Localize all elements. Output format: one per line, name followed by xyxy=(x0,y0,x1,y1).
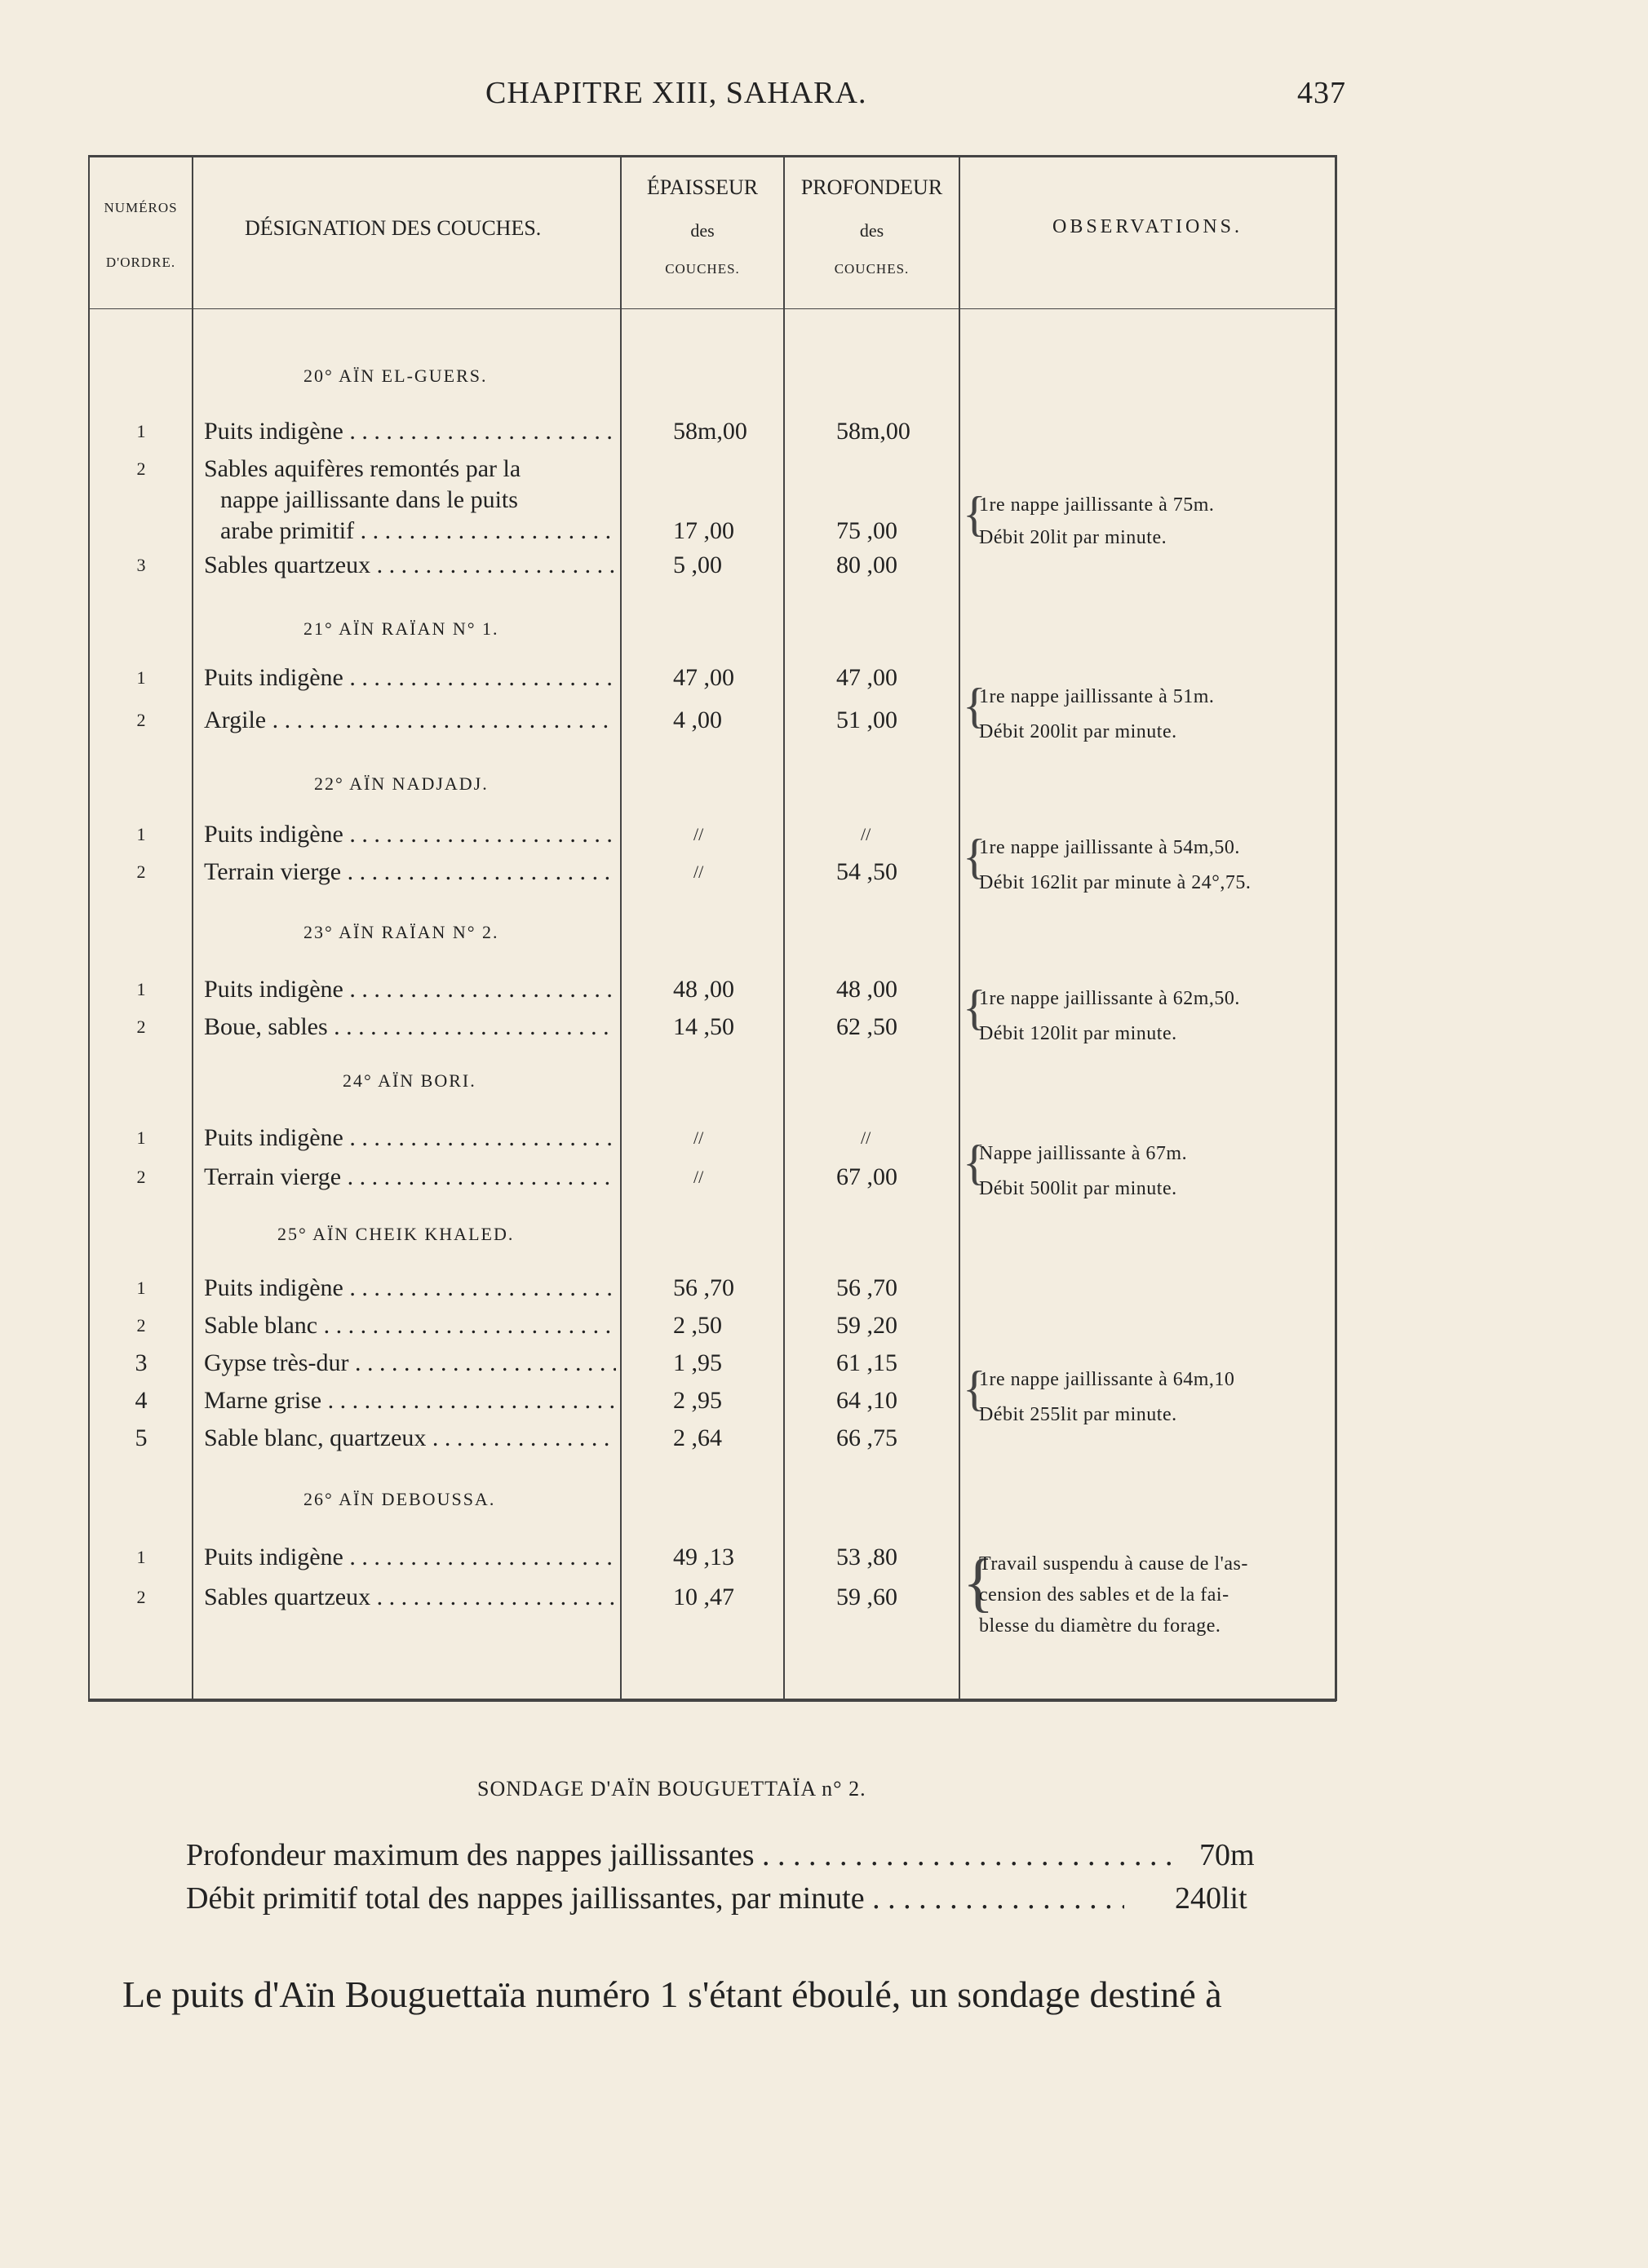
row-number: 5 xyxy=(135,1424,148,1451)
section-title-23: 23° AÏN RAÏAN N° 2. xyxy=(303,922,499,942)
row-number: 2 xyxy=(136,1587,146,1607)
layer-thickness: 10 ,47 xyxy=(673,1584,734,1610)
layer-name: Sables quartzeux . . . xyxy=(204,547,616,584)
observation-line3: blesse du diamètre du forage. xyxy=(979,1615,1221,1637)
observation-line2: Débit 20lit par minute. xyxy=(979,527,1167,548)
layer-thickness: 2 ,64 xyxy=(673,1424,722,1451)
row-number: 2 xyxy=(136,1167,146,1187)
observation-line1: 1re nappe jaillissante à 75m. xyxy=(979,494,1215,516)
section-title-21: 21° AÏN RAÏAN N° 1. xyxy=(303,618,499,639)
layer-name: Puits indigène . . . xyxy=(204,413,616,450)
col-designation: DÉSIGNATION DES COUCHES. xyxy=(245,216,542,240)
brace: { xyxy=(963,1547,995,1619)
layer-thickness: 5 ,00 xyxy=(673,551,722,578)
layer-name: Terrain vierge . . . xyxy=(204,1158,616,1196)
row-number: 4 xyxy=(135,1387,148,1414)
observation-line2: Débit 500lit par minute. xyxy=(979,1178,1177,1199)
layer-depth: 59 ,60 xyxy=(836,1584,897,1610)
layer-name: Terrain vierge . . . xyxy=(204,853,616,891)
layer-thickness: // xyxy=(693,824,704,844)
observation-line1: 1re nappe jaillissante à 51m. xyxy=(979,686,1215,707)
col-epaisseur-line3: COUCHES. xyxy=(665,261,740,277)
layer-thickness: 48 ,00 xyxy=(673,976,734,1003)
layer-name: Sables quartzeux . . . xyxy=(204,1579,616,1616)
summary-line2-label: Débit primitif total des nappes jaillissantes, par minute . . . xyxy=(186,1880,1124,1916)
layer-depth: 66 ,75 xyxy=(836,1424,897,1451)
layer-name-line1: Sables aquifères remontés par la xyxy=(204,455,521,482)
col-observations: OBSERVATIONS. xyxy=(1052,216,1243,237)
layer-depth: 56 ,70 xyxy=(836,1274,897,1301)
section-title-20: 20° AÏN EL-GUERS. xyxy=(303,365,488,386)
page-number: 437 xyxy=(1297,76,1346,110)
row-number: 1 xyxy=(136,979,146,999)
observation-line1: 1re nappe jaillissante à 54m,50. xyxy=(979,837,1240,858)
layer-depth: 80 ,00 xyxy=(836,551,897,578)
observation-line1: Travail suspendu à cause de l'as- xyxy=(979,1553,1248,1575)
brace: { xyxy=(963,981,986,1034)
layer-name-line3: arabe primitif . . . xyxy=(220,512,616,550)
layer-name: Boue, sables . . . xyxy=(204,1008,616,1046)
layer-name: Puits indigène . . . xyxy=(204,659,616,697)
layer-depth: 59 ,20 xyxy=(836,1312,897,1339)
col-epaisseur-line2: des xyxy=(690,220,715,241)
layer-depth: 48 ,00 xyxy=(836,976,897,1003)
layer-depth: 47 ,00 xyxy=(836,664,897,691)
layer-depth: 53 ,80 xyxy=(836,1544,897,1570)
observation-line2: cension des sables et de la fai- xyxy=(979,1584,1229,1606)
layer-thickness: 4 ,00 xyxy=(673,707,722,733)
summary-title: SONDAGE D'AÏN BOUGUETTAÏA n° 2. xyxy=(477,1777,866,1801)
section-title-25: 25° AÏN CHEIK KHALED. xyxy=(277,1224,515,1244)
layer-depth: 62 ,50 xyxy=(836,1013,897,1040)
row-number: 1 xyxy=(136,1547,146,1567)
row-number: 1 xyxy=(136,667,146,688)
observation-line1: 1re nappe jaillissante à 64m,10 xyxy=(979,1369,1235,1390)
layer-thickness: 2 ,50 xyxy=(673,1312,722,1339)
layer-depth: // xyxy=(861,824,871,844)
layer-name: Puits indigène . . . xyxy=(204,816,616,853)
row-number: 1 xyxy=(136,421,146,441)
col-profondeur-line1: PROFONDEUR xyxy=(800,175,943,199)
layer-depth: 75 ,00 xyxy=(836,517,897,544)
col-numeros-line1: NUMÉROS xyxy=(104,200,178,215)
section-title-24: 24° AÏN BORI. xyxy=(343,1070,476,1091)
observation-line1: Nappe jaillissante à 67m. xyxy=(979,1143,1188,1164)
layer-name: Gypse très-dur . . . xyxy=(204,1344,616,1382)
section-title-22: 22° AÏN NADJADJ. xyxy=(314,773,489,794)
observation-line2: Débit 162lit par minute à 24°,75. xyxy=(979,872,1252,893)
layer-depth: // xyxy=(861,1127,871,1148)
row-number: 2 xyxy=(136,1315,146,1336)
observation-line2: Débit 120lit par minute. xyxy=(979,1023,1177,1044)
layer-depth: 61 ,15 xyxy=(836,1349,897,1376)
layer-thickness: 1 ,95 xyxy=(673,1349,722,1376)
layer-thickness: 17 ,00 xyxy=(673,517,734,544)
col-profondeur-line3: COUCHES. xyxy=(834,261,910,277)
summary-line1-label: Profondeur maximum des nappes jaillissantes . . . xyxy=(186,1837,1173,1873)
brace: { xyxy=(963,679,986,733)
layer-name: Puits indigène . . . xyxy=(204,971,616,1008)
layer-name: Argile . . . xyxy=(204,702,616,739)
brace: { xyxy=(963,1136,986,1189)
row-number: 2 xyxy=(136,862,146,882)
running-title: CHAPITRE XIII, SAHARA. xyxy=(485,76,867,110)
layer-thickness: 2 ,95 xyxy=(673,1387,722,1414)
layer-name: Sable blanc, quartzeux . . . xyxy=(204,1420,616,1457)
layer-thickness: 47 ,00 xyxy=(673,664,734,691)
observation-line2: Débit 255lit par minute. xyxy=(979,1404,1177,1425)
layer-thickness: 56 ,70 xyxy=(673,1274,734,1301)
row-number: 1 xyxy=(136,1127,146,1148)
summary-line2-value: 240lit xyxy=(1175,1881,1247,1916)
col-numeros-line2: D'ORDRE. xyxy=(105,255,176,270)
body-paragraph: Le puits d'Aïn Bouguettaïa numéro 1 s'étant éboulé, un sondage destiné à xyxy=(122,1973,1222,2015)
layer-depth: 64 ,10 xyxy=(836,1387,897,1414)
layer-name: Puits indigène . . . xyxy=(204,1119,616,1157)
summary-line1-value: 70m xyxy=(1199,1838,1255,1872)
col-epaisseur-line1: ÉPAISSEUR xyxy=(646,175,759,199)
layer-thickness: 14 ,50 xyxy=(673,1013,734,1040)
layer-name: Puits indigène . . . xyxy=(204,1269,616,1307)
layer-name: Marne grise . . . xyxy=(204,1382,616,1420)
layer-name: Puits indigène . . . xyxy=(204,1539,616,1576)
row-number: 3 xyxy=(135,1349,148,1376)
row-number: 2 xyxy=(136,458,146,479)
layer-thickness: // xyxy=(693,862,704,882)
row-number: 3 xyxy=(136,555,146,575)
brace: { xyxy=(963,1362,986,1415)
layer-thickness: 58m,00 xyxy=(673,418,747,445)
observation-line2: Débit 200lit par minute. xyxy=(979,721,1177,742)
row-number: 1 xyxy=(136,1278,146,1298)
brace: { xyxy=(963,487,986,541)
brace: { xyxy=(963,830,986,884)
layer-depth: 67 ,00 xyxy=(836,1163,897,1190)
layer-thickness: // xyxy=(693,1127,704,1148)
layer-thickness: // xyxy=(693,1167,704,1187)
layer-name-line2: nappe jaillissante dans le puits xyxy=(220,486,518,513)
row-number: 2 xyxy=(136,1017,146,1037)
layer-depth: 54 ,50 xyxy=(836,858,897,885)
layer-name: Sable blanc . . . xyxy=(204,1307,616,1344)
row-number: 1 xyxy=(136,824,146,844)
observation-line1: 1re nappe jaillissante à 62m,50. xyxy=(979,988,1240,1009)
layer-thickness: 49 ,13 xyxy=(673,1544,734,1570)
layer-depth: 51 ,00 xyxy=(836,707,897,733)
section-title-26: 26° AÏN DEBOUSSA. xyxy=(303,1489,496,1509)
col-profondeur-line2: des xyxy=(859,220,884,241)
row-number: 2 xyxy=(136,710,146,730)
layer-depth: 58m,00 xyxy=(836,418,910,445)
